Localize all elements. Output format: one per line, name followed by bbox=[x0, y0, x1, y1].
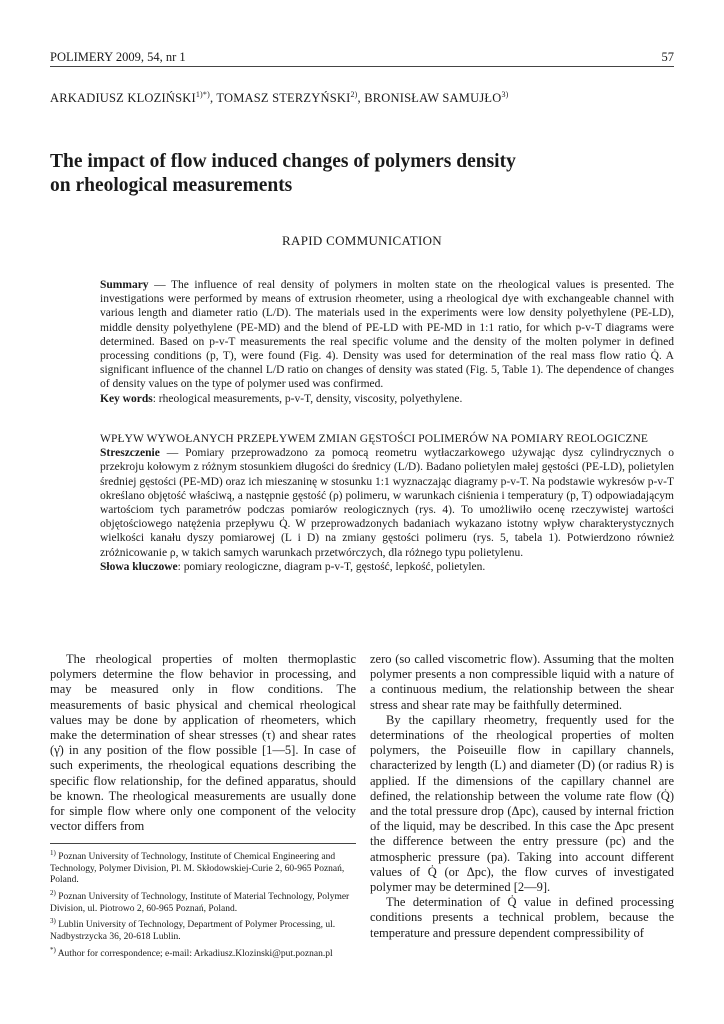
footnote-3-mark: 3) bbox=[50, 917, 56, 926]
slowa-kluczowe-label: Słowa kluczowe bbox=[100, 560, 178, 573]
abstract-pl-body bbox=[100, 446, 674, 560]
author-1: ARKADIUSZ KLOZIŃSKI bbox=[50, 91, 196, 106]
abstract-polish bbox=[100, 432, 674, 574]
streszczenie-text: — Pomiary przeprowadzono za pomocą reometru wytłaczarkowego używając dysz cylindrycznych o przekroju kołowym z różnym stosunkiem długości do średnicy (L/D). Badano polietylen małej gęstości (PE-LD), polietylen średniej gęstości (PE-MD) oraz ich mieszaninę w stosunku 1:1 wyznaczając diagramy p-v-T. Na podstawie wykresów p-v-T określano objętość właściwą, a następnie gęstość (ρ) polimeru, w warunkach ciśnienia i temperatury (p, T) odpowiadającym wartościom tych parametrów podczas pomiarów reologicznych (rys. 4). To umożliwiło ocenę rzeczywistej wartości objętościowego natężenia przepływu Q̇. W przeprowadzonych badaniach wykazano istotny wpływ charakterystycznych wielkości kanału dyszy pomiarowej (L i D) na zmiany gęstości polimeru (rys. 5, tabela 1). Potwierdzono również zróżnicowanie ρ, w takich samych warunkach przetwórczych, dla różnego typu polietylenu. bbox=[100, 447, 674, 559]
title-line-2: on rheological measurements bbox=[50, 175, 293, 196]
body-column-right bbox=[370, 652, 674, 941]
footnote-2-mark: 2) bbox=[50, 888, 56, 897]
footnote-3 bbox=[50, 916, 356, 943]
author-1-affiliation: 1)*) bbox=[195, 90, 210, 99]
summary-text: — The influence of real density of polymers in molten state on the rheological values is presented. The investigations were performed by means of extrusion rheometer, using a rheological dye with exchangeable channel with various length and diameter ratio (L/D). The materials used in the experiments were low density polyethylene (PE-LD), middle density polyethylene (PE-MD) and the blend of PE-LD with PE-MD in 1:1 ratio, for which p-v-T diagrams were determined. Based on p-v-T measurements the real specific volume and the density of the molten polymer in defined processing conditions (p, T), were found (Fig. 4). Density was used for determination of the real mass flow ratio Q̇. A significant influence of the channel L/D ratio on changes of density was stated (Fig. 5, Table 1). The dependence of changes of density values on the type of polymer used was confirmed. bbox=[100, 279, 674, 391]
footnote-4-mark: *) bbox=[50, 945, 56, 954]
abstract-pl-keywords bbox=[100, 560, 674, 574]
body-paragraph: The determination of Q̇ value in defined processing conditions presents a technical problem, because the temperature and pressure dependent compressibility of bbox=[370, 895, 674, 940]
footnote-2 bbox=[50, 888, 356, 915]
body-paragraph: zero (so called viscometric flow). Assuming that the molten polymer presents a non compressible liquid with a nature of a continuous medium, the relationship between the shear stress and shear rate may be faithfully determined. bbox=[370, 652, 674, 712]
keywords-label: Key words bbox=[100, 392, 153, 405]
section-label: RAPID COMMUNICATION bbox=[282, 233, 442, 248]
body-paragraph: The rheological properties of molten thermoplastic polymers determine the flow behavior in processing, and may be measured only in flow conditions. The measurements of basic physical and chemical rheological values may be done by application of rheometers, which make the determination of shear stresses (τ) and shear rates (γ̇) in any position of the flow possible [1—5]. In case of such experiments, the rheological equations describing the specific flow relationship, for the defined apparatus, should be known. The rheological measurements are usually done for simple flow where only one component of the velocity vector differs from bbox=[50, 652, 356, 834]
journal-citation: POLIMERY 2009, 54, nr 1 bbox=[50, 50, 186, 64]
title-line-1: The impact of flow induced changes of polymers density bbox=[50, 151, 516, 172]
keywords-text: : rheological measurements, p-v-T, density, viscosity, polyethylene. bbox=[152, 392, 463, 405]
abstract-english bbox=[100, 278, 674, 406]
streszczenie-label: Streszczenie bbox=[100, 447, 160, 460]
footnote-1-text: Poznan University of Technology, Institute of Chemical Engineering and Technology, Polymer Division, Pl. M. Skłodowskiej-Curie 2, 60-965 Poznań, Poland. bbox=[50, 852, 345, 886]
body-column-left bbox=[50, 652, 356, 834]
footnotes bbox=[50, 843, 356, 961]
author-3: , BRONISŁAW SAMUJŁO bbox=[357, 91, 502, 106]
running-header bbox=[50, 50, 674, 67]
author-2-affiliation: 2) bbox=[350, 90, 358, 99]
abstract-en-keywords bbox=[100, 392, 674, 406]
author-2: , TOMASZ STERZYŃSKI bbox=[209, 91, 351, 106]
footnote-1-mark: 1) bbox=[50, 849, 56, 857]
summary-label: Summary bbox=[100, 279, 149, 291]
body-paragraph: By the capillary rheometry, frequently used for the determinations of the rheological properties of molten polymers, the Poiseuille flow in capillary channels, characterized by length (L) and diameter (D) (or radius R) is applied. If the dimensions of the capillary channel are defined, the relationship between the volume rate flow (Q̇) and the total pressure drop (Δpc), caused by internal friction of the liquid, may be described. In this case the Δpc present the difference between the entry pressure (pc) and the atmospheric pressure (pa). Taking into account different values of Q̇ (or Δpc), the flow curves of investigated polymer may be determined [2—9]. bbox=[370, 712, 674, 895]
polish-title: WPŁYW WYWOŁANYCH PRZEPŁYWEM ZMIAN GĘSTOŚCI POLIMERÓW NA POMIARY REOLOGICZNE bbox=[100, 433, 648, 445]
page-number: 57 bbox=[661, 50, 674, 64]
slowa-kluczowe-text: : pomiary reologiczne, diagram p-v-T, gęstość, lepkość, polietylen. bbox=[177, 560, 486, 573]
author-3-affiliation: 3) bbox=[501, 90, 509, 99]
footnote-4-text: Author for correspondence; e-mail: Arkadiusz.Klozinski@put.poznan.pl bbox=[55, 948, 333, 959]
footnote-1 bbox=[50, 848, 356, 887]
abstract-en-body bbox=[100, 278, 674, 392]
paper-title bbox=[50, 150, 684, 198]
footnote-corresponding bbox=[50, 945, 356, 961]
author-list bbox=[50, 90, 674, 106]
footnote-2-text: Poznan University of Technology, Institute of Material Technology, Polymer Division, ul. Piotrowo 2, 60-965 Poznań, Poland. bbox=[50, 892, 350, 914]
footnote-3-text: Lublin University of Technology, Department of Polymer Processing, ul. Nadbystrzycka 36, 20-618 Lublin. bbox=[50, 920, 336, 943]
